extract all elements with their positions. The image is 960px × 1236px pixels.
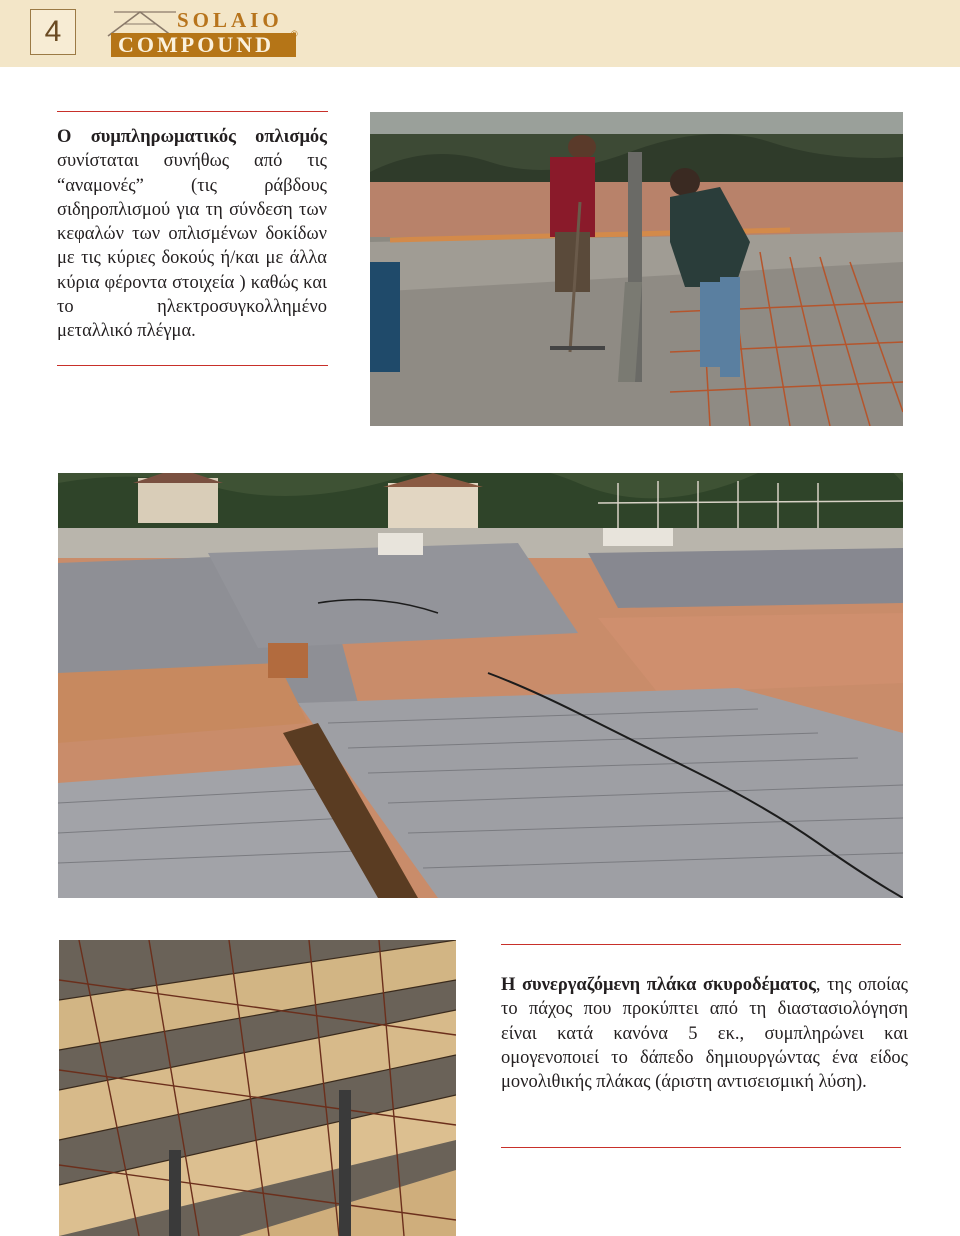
photo-rebar-closeup — [59, 940, 456, 1236]
paragraph-body: συνίσταται συνήθως από τις “αναμονές” (τις ράβδους σιδηροπλισμού για τη σύνδεση των κεφαλών των οπλισμένων δοκίδων με τις κύριες δοκούς ή/και με άλλα κύρια φέροντα στοιχεία ) καθώς και το ηλεκτροσυγκολλημένο μεταλλικό πλέγμα. — [57, 151, 327, 342]
paragraph-lead: Ο συμπληρωματικός οπλισμός — [57, 127, 327, 147]
photo-concrete-pouring — [370, 112, 903, 426]
divider-top-2 — [501, 944, 901, 945]
brand-name-bottom: COMPOUND — [118, 32, 274, 57]
photo-slab-blocks — [58, 473, 903, 898]
registered-mark: ® — [291, 29, 298, 39]
paragraph-reinforcement — [57, 125, 327, 344]
brand-name-top: SOLAIO — [177, 8, 283, 32]
divider-bottom-2 — [501, 1147, 901, 1148]
paragraph-concrete-slab — [501, 973, 908, 1094]
page-number: 4 — [30, 9, 76, 55]
divider-top-1 — [57, 111, 328, 112]
paragraph-body: , της οποίας το πάχος που προκύπτει από τη διαστασιολόγηση είναι κατά κανόνα 5 εκ., συμπληρώνει και ομογενοποιεί το δάπεδο δημιουργώντας ένα είδος μονολιθικής πλάκας (άριστη αντισεισμική λύση). — [501, 975, 908, 1093]
paragraph-lead: Η συνεργαζόμενη πλάκα σκυροδέματος — [501, 975, 816, 995]
divider-bottom-1 — [57, 365, 328, 366]
